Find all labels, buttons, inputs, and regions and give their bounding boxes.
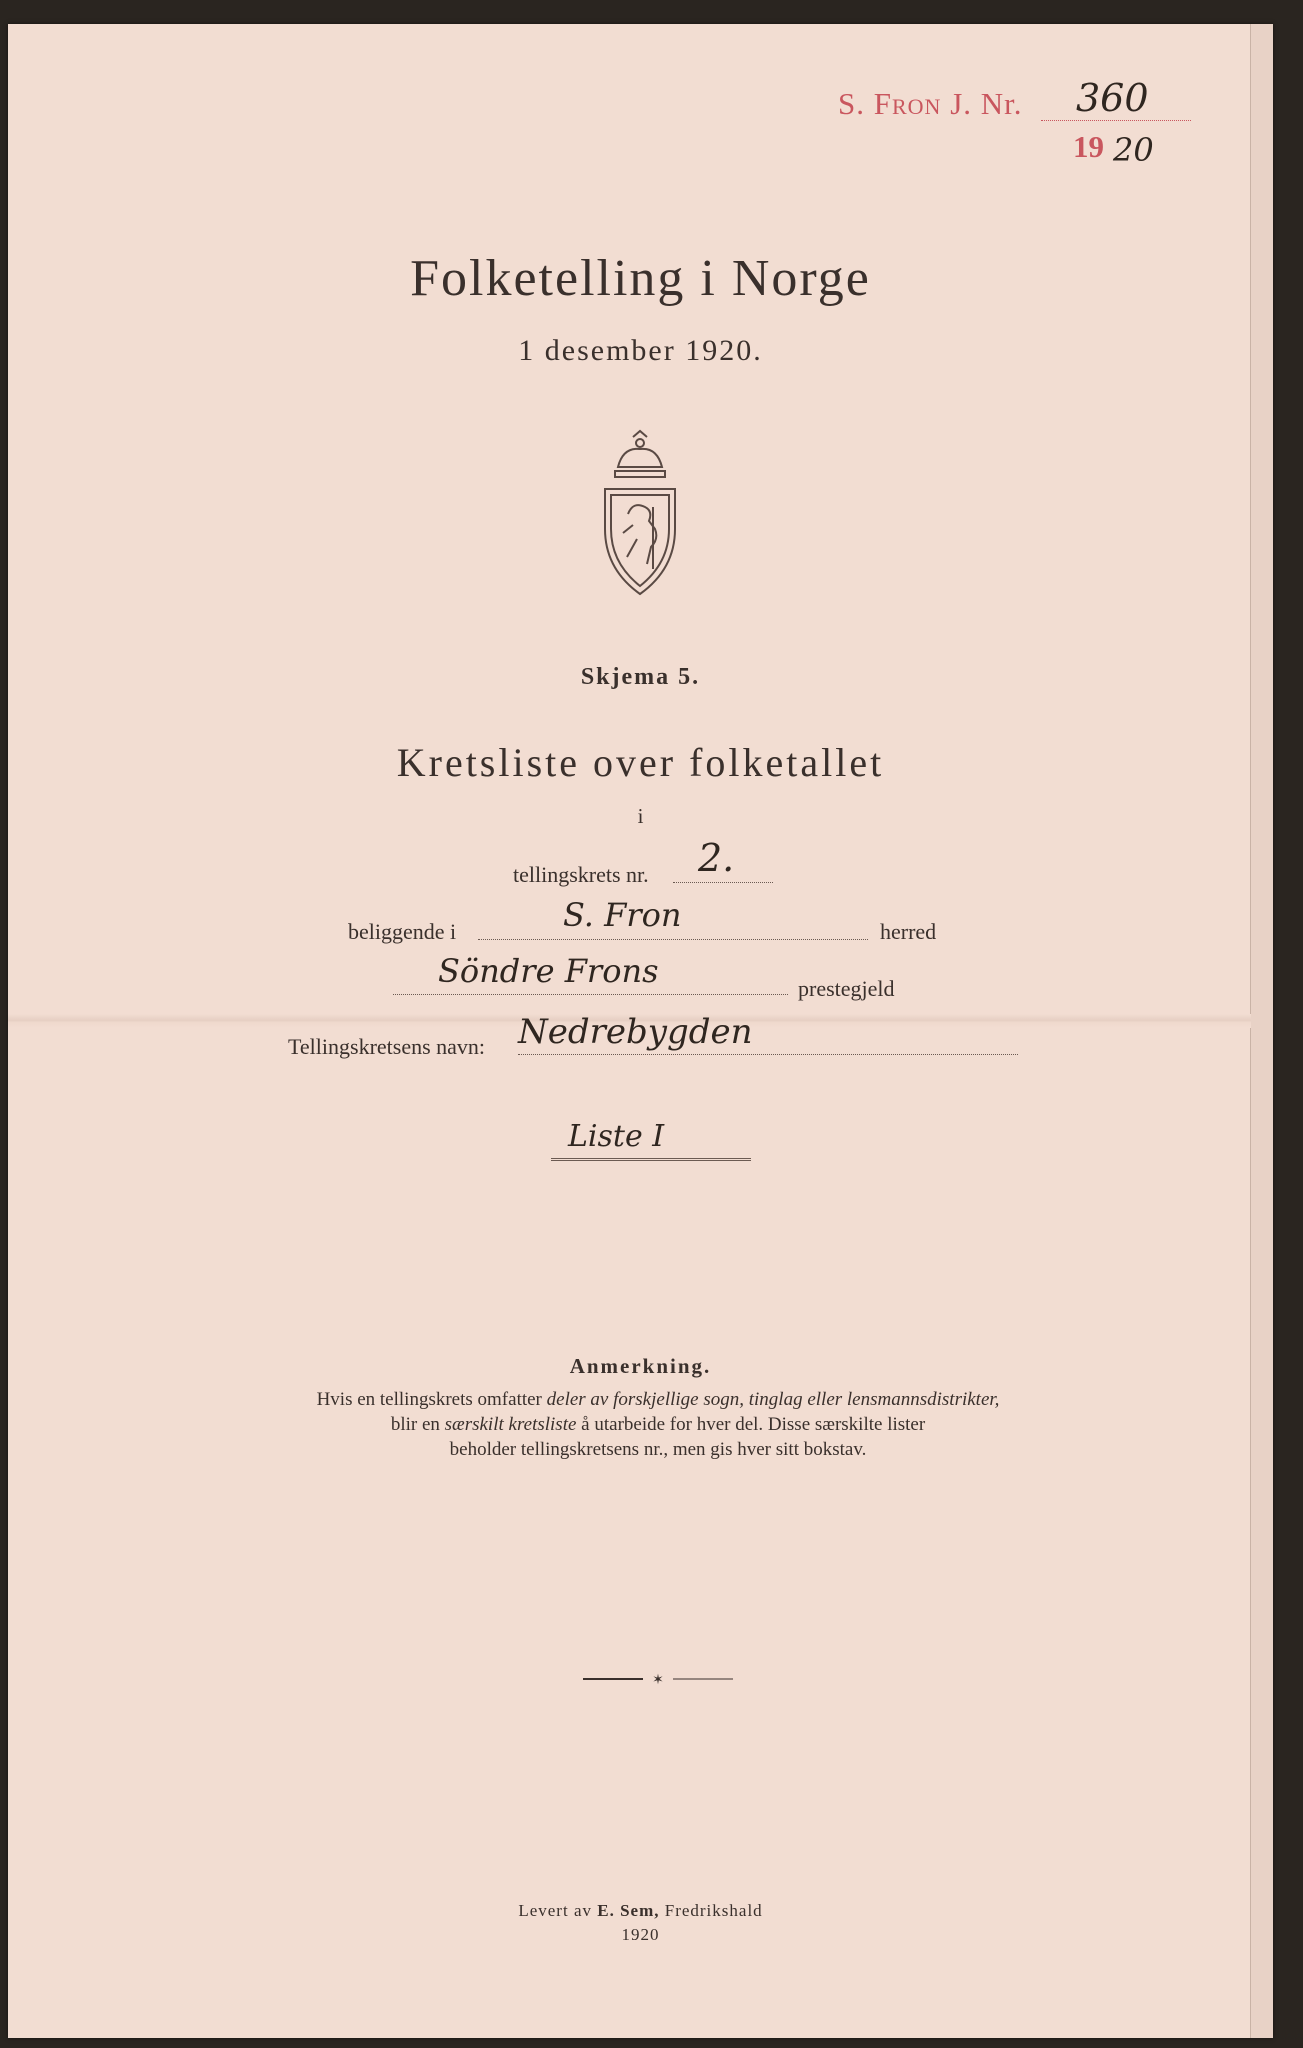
ornament-divider-icon	[583, 1672, 733, 1686]
beliggende-line	[478, 939, 868, 940]
stamp-underline	[1041, 120, 1191, 121]
census-form-page	[8, 24, 1273, 2038]
page-edge	[1250, 24, 1273, 2038]
connector-i: i	[637, 804, 644, 828]
coat-of-arms-icon	[593, 429, 688, 599]
schema-number: Skjema 5.	[580, 664, 701, 690]
prestegjeld-line	[393, 994, 788, 995]
printer-footer: Levert av E. Sem, Fredrikshald 1920	[8, 1899, 1273, 1947]
printer-name: E. Sem,	[597, 1901, 660, 1920]
navn-line	[518, 1054, 1018, 1055]
census-date: 1 desember 1920.	[518, 334, 763, 367]
form-heading: Kretsliste over folketallet	[396, 740, 885, 785]
stamp-place: Fron	[873, 86, 942, 121]
navn-value: Nedrebygden	[518, 1012, 753, 1052]
journal-stamp: S. Fron J. Nr.	[838, 86, 1023, 121]
krets-value: 2.	[698, 836, 735, 880]
krets-line	[673, 882, 773, 883]
prestegjeld-label: prestegjeld	[798, 976, 895, 1001]
svg-text:✶: ✶	[652, 1673, 664, 1686]
liste-line	[551, 1158, 751, 1161]
herred-label: herred	[880, 919, 937, 944]
remark-heading: Anmerkning.	[569, 1354, 712, 1378]
navn-label: Tellingskretsens navn:	[288, 1034, 486, 1059]
beliggende-value: S. Fron	[563, 896, 682, 934]
krets-label: tellingskrets nr.	[513, 862, 649, 887]
liste-value: Liste I	[568, 1119, 665, 1154]
remark-text: Hvis en tellingskrets omfatter deler av forskjellige sogn, tinglag eller lensmannsdistrikter, blir en særskilt kretsliste å utarbeide for hver del. Disse særskilte lister beholder tellingskretsens nr., men gis hver sitt bokstav.	[316, 1389, 1000, 1460]
print-year: 1920	[621, 1925, 660, 1944]
prestegjeld-value: Söndre Frons	[438, 952, 659, 990]
stamp-year-handwritten: 20	[1113, 131, 1154, 169]
page-title: Folketelling i Norge	[410, 250, 871, 307]
stamp-year-print: 19	[1073, 129, 1104, 164]
stamp-number-handwritten: 360	[1076, 76, 1149, 120]
beliggende-label: beliggende i	[348, 919, 457, 944]
